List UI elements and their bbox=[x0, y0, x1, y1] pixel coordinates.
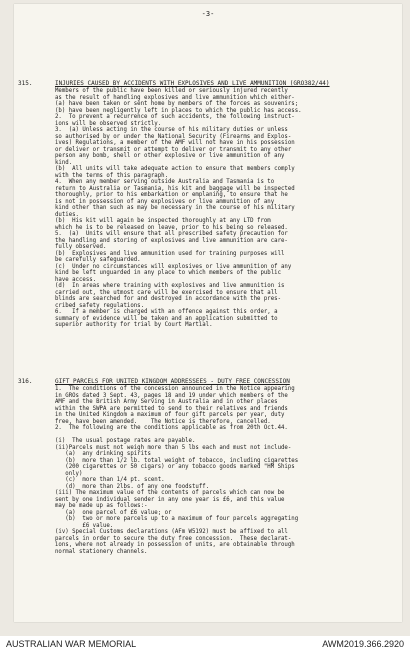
text-line: (b) All units will take adequate action to ensure that members comply bbox=[55, 166, 295, 172]
text-line: 1. The conditions of the concession announced in the Notice appearing bbox=[55, 386, 295, 392]
text-line: AMF and the British Army Serving in Australia and in other places bbox=[55, 399, 278, 405]
text-line: in GROs dated 3 Sept. 43, pages 18 and 19 under which members of the bbox=[55, 392, 288, 399]
section-heading: INJURIES CAUSED BY ACCIDENTS WITH EXPLOSIVES AND LIVE AMMUNITION (GRO382/44) bbox=[55, 80, 330, 87]
text-line: (d) more than 2lbs. of any one foodstuff. bbox=[55, 483, 210, 490]
archive-footer bbox=[0, 636, 410, 653]
text-line: (iii) The maximum value of the contents of parcels which can now be bbox=[55, 490, 285, 496]
section-number: 315. bbox=[18, 80, 33, 87]
section-number: 316. bbox=[18, 378, 33, 385]
text-line: within the SWPA are permitted to send to their relatives and friends bbox=[55, 405, 288, 412]
text-line: kind. bbox=[55, 159, 73, 166]
text-line: the handling and storing of explosives and live ammunition are care- bbox=[55, 237, 288, 244]
page-number: -3- bbox=[201, 10, 215, 18]
section-body bbox=[55, 386, 401, 555]
text-line: may be made up as follows:- bbox=[55, 503, 148, 509]
text-line: Members of the public have been killed or seriously injured recently bbox=[55, 88, 288, 94]
text-line: have access. bbox=[55, 276, 97, 283]
text-line: 2. The following are the conditions applicable as from 20th Oct.44. bbox=[55, 425, 288, 431]
archive-name: AUSTRALIAN WAR MEMORIAL bbox=[6, 639, 137, 649]
section-body bbox=[55, 88, 401, 329]
text-line: 3. (a) Unless acting in the course of his military duties or unless bbox=[55, 127, 288, 133]
section-heading: GIFT PARCELS FOR UNITED KINGDOM ADDRESSEES - DUTY FREE CONCESSION bbox=[55, 378, 290, 385]
text-line: in the United Kingdom a maximum of four gift parcels per year, duty bbox=[55, 412, 285, 418]
document-page bbox=[14, 4, 402, 622]
text-line: (c) more than 1/4 pt. scent. bbox=[55, 477, 165, 483]
text-line: fully observed. bbox=[55, 244, 107, 250]
text-line: is not in possession of any explosives or live ammunition of any bbox=[55, 198, 275, 205]
text-line: thoroughly, prior to his embarkation or emplaning, to ensure that he bbox=[55, 192, 288, 198]
text-line: with the terms of this paragraph. bbox=[55, 172, 168, 179]
text-line: 6. If a member is charged with an offence against this order, a bbox=[55, 309, 278, 315]
text-line: cribed safety regulations. bbox=[55, 302, 145, 309]
text-line: ions, where not already in possession of units, are obtainable through bbox=[55, 542, 295, 548]
text-line: ives) Regulations, a member of the AMF will not have in his possession bbox=[55, 140, 295, 146]
text-line: or deliver or transmit or attempt to deliver or transmit to any other bbox=[55, 146, 292, 153]
text-line: only) bbox=[55, 470, 83, 477]
text-line: (a) any drinking spirits bbox=[55, 451, 151, 457]
text-line: parcels in order to secure the duty free concession. These declarat- bbox=[55, 535, 292, 542]
text-line: be carefully safeguarded. bbox=[55, 257, 141, 263]
text-line: so authorised by or under the National Security (Firearms and Explos- bbox=[55, 133, 292, 140]
text-line: (200 cigarettes or 50 cigars) or any tobacco goods marked "HM Ships bbox=[55, 464, 295, 470]
text-line: return to Australia or Tasmania, his kit and baggage will be inspected bbox=[55, 185, 295, 192]
text-line: 2. To prevent a recurrence of such accidents, the following instruct- bbox=[55, 114, 295, 120]
text-line: which he is to be released on leave, prior to his being so released. bbox=[55, 224, 288, 231]
text-line: as the result of handling explosives and live ammunition which either- bbox=[55, 94, 295, 101]
text-line: (b) Explosives and live ammunition used for training purposes will bbox=[55, 250, 285, 257]
text-line: free, have been amended. The Notice is therefore, cancelled. bbox=[55, 418, 271, 425]
text-line: summary of evidence will be taken and an application submitted to bbox=[55, 315, 278, 322]
text-line: duties. bbox=[55, 211, 79, 218]
text-line: (a) one parcel of £6 value; or bbox=[55, 509, 172, 516]
text-line: blinds are searched for and destroyed in accordance with the pres- bbox=[55, 296, 281, 302]
text-line: (d) In areas where training with explosives and live ammunition is bbox=[55, 283, 285, 289]
text-line: (c) Under no circumstances will explosives or live ammunition of any bbox=[55, 263, 292, 270]
text-line: (a) have been taken or sent home by members of the forces as souvenirs; bbox=[55, 101, 299, 107]
text-line: kind be left unguarded in any place to which members of the public bbox=[55, 270, 281, 276]
text-line: (ii)Parcels must not weigh more than 5 lbs each and must not include- bbox=[55, 444, 292, 451]
text-line: ions will be observed strictly. bbox=[55, 120, 162, 127]
text-line: (b) His kit will again be inspected thoroughly at any LTD from bbox=[55, 218, 271, 224]
text-line: 4. When any member serving outside Australia and Tasmania is to bbox=[55, 179, 275, 185]
text-line: (b) more than 1/2 lb. total weight of tobacco, including cigarettes bbox=[55, 457, 299, 464]
text-line: sent by one individual sender in any one year is £6, and this value bbox=[55, 496, 285, 503]
text-line: person any bomb, shell or other explosive or live ammunition of any bbox=[55, 153, 285, 159]
text-line: 5. (a) Units will ensure that all prescribed safety precaution for bbox=[55, 231, 288, 237]
text-line: (b) have been negligently left in places to which the public has access. bbox=[55, 107, 302, 114]
text-line: (iv) Special Customs declarations (AFm W5192) must be affixed to all bbox=[55, 529, 288, 535]
text-line: kind other than such as may be necessary in the course of his military bbox=[55, 205, 295, 211]
archive-reference: AWM2019.366.2920 bbox=[322, 639, 404, 649]
text-line: superior authority for trial by Court Martial. bbox=[55, 322, 213, 328]
text-line: £6 value. bbox=[55, 522, 114, 529]
text-line: normal stationery channels. bbox=[55, 548, 148, 555]
text-line: carried out, the utmost care will be exercised to ensure that all bbox=[55, 289, 278, 296]
text-line: (b) two or more parcels up to a maximum of four parcels aggregating bbox=[55, 516, 299, 522]
text-line: (i) The usual postage rates are payable. bbox=[55, 438, 196, 444]
